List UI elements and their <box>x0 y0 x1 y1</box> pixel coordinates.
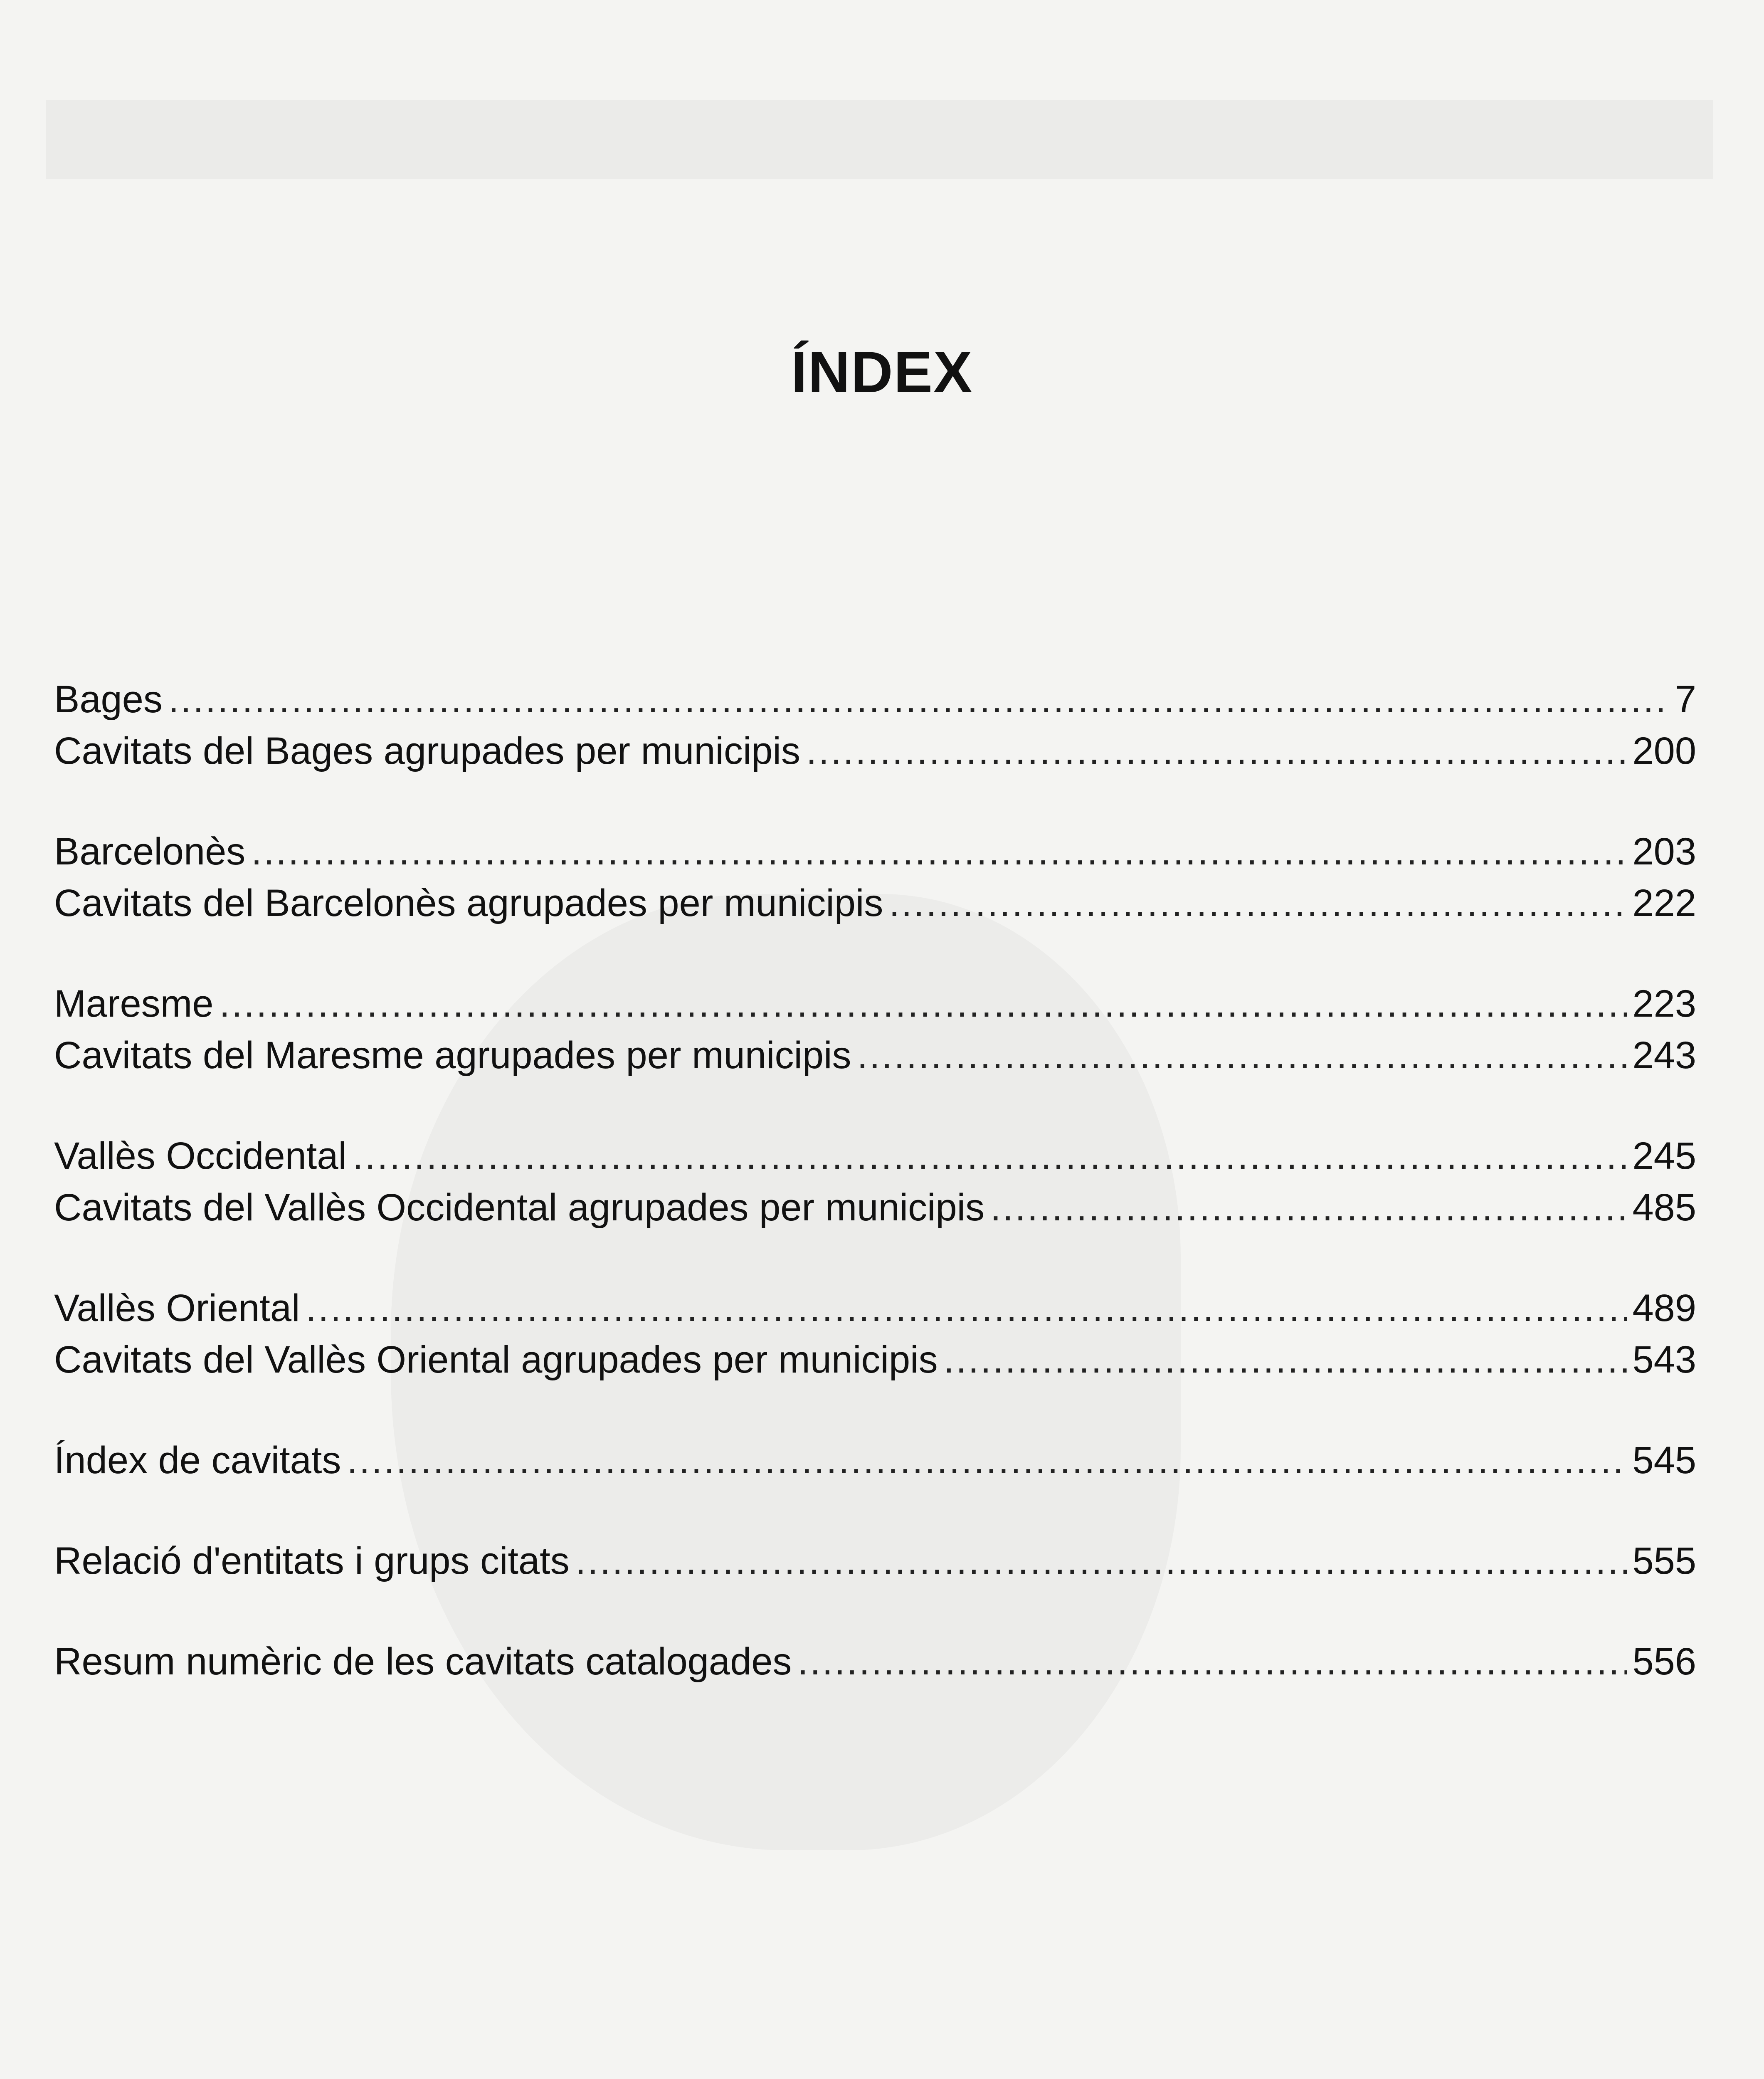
dot-leader <box>251 826 1626 877</box>
toc-entry-page: 203 <box>1632 830 1696 873</box>
toc-entry-label: Vallès Occidental <box>54 1135 347 1177</box>
toc-group-valles-oriental <box>54 1282 1696 1385</box>
toc-entry-label: Barcelonès <box>54 830 246 873</box>
toc-entry-page: 222 <box>1632 882 1696 924</box>
toc-entry <box>54 978 1696 1030</box>
dot-leader <box>306 1282 1626 1334</box>
toc-entry-page: 200 <box>1632 730 1696 772</box>
toc-entry <box>54 877 1696 929</box>
dot-leader <box>806 725 1627 777</box>
toc-entry <box>54 1535 1696 1587</box>
toc-entry-label: Índex de cavitats <box>54 1439 341 1481</box>
toc-group-entitats <box>54 1535 1696 1587</box>
toc-entry-page: 489 <box>1632 1287 1696 1329</box>
toc-entry-page: 7 <box>1675 678 1696 721</box>
toc-entry-page: 545 <box>1632 1439 1696 1481</box>
toc-entry <box>54 674 1696 725</box>
toc-group-barcelones <box>54 826 1696 929</box>
toc-group-bages <box>54 674 1696 777</box>
toc-entry-page: 223 <box>1632 983 1696 1025</box>
toc-entry-page: 555 <box>1632 1540 1696 1582</box>
dot-leader <box>168 674 1669 725</box>
dot-leader <box>857 1030 1627 1081</box>
toc-group-maresme <box>54 978 1696 1081</box>
toc-entry-page: 556 <box>1632 1640 1696 1683</box>
dot-leader <box>990 1182 1626 1233</box>
dot-leader <box>219 978 1626 1030</box>
toc-entry-page: 243 <box>1632 1034 1696 1077</box>
toc-entry <box>54 1182 1696 1233</box>
dot-leader <box>575 1535 1627 1587</box>
toc-entry-label: Cavitats del Barcelonès agrupades per municipis <box>54 882 883 924</box>
toc-entry-label: Maresme <box>54 983 214 1025</box>
toc-entry-label: Cavitats del Vallès Occidental agrupades per municipis <box>54 1186 985 1229</box>
toc-entry-page: 543 <box>1632 1338 1696 1381</box>
toc-entry-label: Cavitats del Vallès Oriental agrupades per municipis <box>54 1338 938 1381</box>
dot-leader <box>889 877 1626 929</box>
toc-entry-label: Cavitats del Bages agrupades per municipis <box>54 730 800 772</box>
toc-group-index-cavitats <box>54 1435 1696 1486</box>
toc-entry-label: Cavitats del Maresme agrupades per municipis <box>54 1034 851 1077</box>
toc-entry <box>54 1636 1696 1687</box>
toc-entry <box>54 1130 1696 1182</box>
toc-group-resum <box>54 1636 1696 1687</box>
toc-entry <box>54 826 1696 877</box>
toc-entry <box>54 1435 1696 1486</box>
dot-leader <box>797 1636 1626 1687</box>
toc-entry-label: Vallès Oriental <box>54 1287 300 1329</box>
toc-group-valles-occidental <box>54 1130 1696 1233</box>
dot-leader <box>944 1334 1627 1385</box>
toc-entry-label: Relació d'entitats i grups citats <box>54 1540 570 1582</box>
toc-entry-page: 485 <box>1632 1186 1696 1229</box>
toc-entry <box>54 1334 1696 1385</box>
toc-entry-label: Resum numèric de les cavitats catalogades <box>54 1640 792 1683</box>
toc-entry-page: 245 <box>1632 1135 1696 1177</box>
toc-entry <box>54 1282 1696 1334</box>
dot-leader <box>353 1130 1627 1182</box>
table-of-contents <box>54 674 1696 1736</box>
toc-entry <box>54 725 1696 777</box>
toc-entry <box>54 1030 1696 1081</box>
toc-entry-label: Bages <box>54 678 163 721</box>
dot-leader <box>347 1435 1626 1486</box>
page-title: ÍNDEX <box>791 339 973 405</box>
bleed-through-header-bar <box>46 100 1713 179</box>
